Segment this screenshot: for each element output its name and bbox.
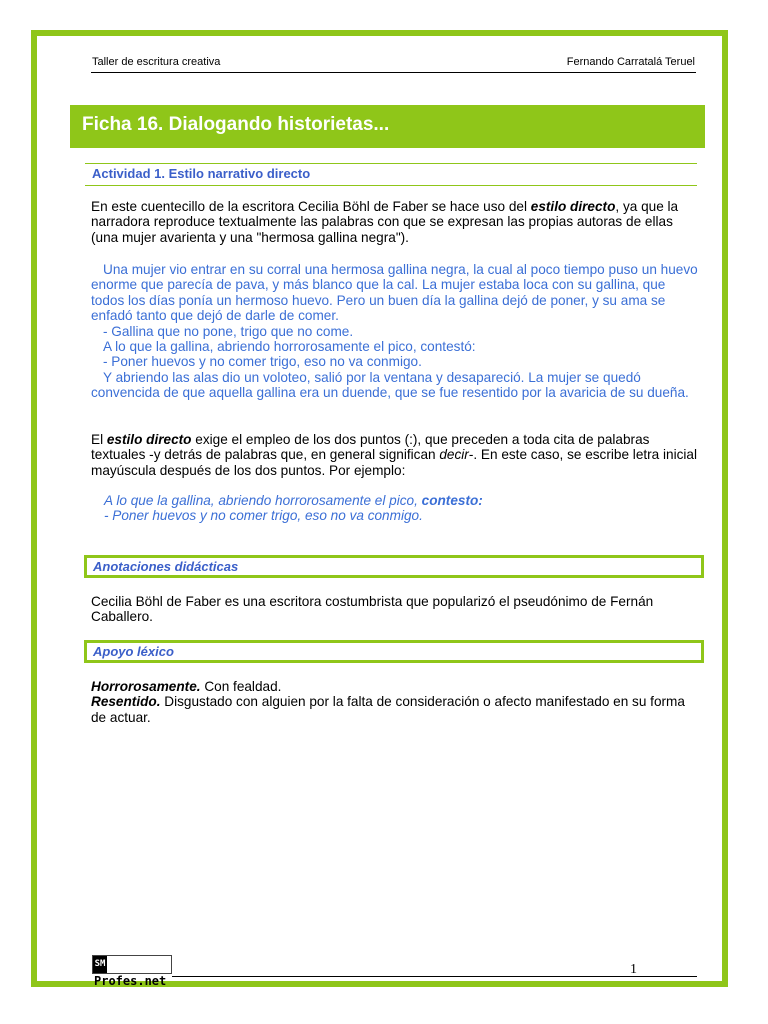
- profes-net-logo: [92, 955, 172, 988]
- anotaciones-heading: Anotaciones didácticas: [84, 555, 704, 578]
- intro-text: En este cuentecillo de la escritora Cecilia Böhl de Faber se hace uso del: [91, 199, 531, 214]
- intro-term: estilo directo: [530, 199, 616, 214]
- example-keyword: contesto:: [421, 493, 483, 508]
- glossary-term-2: Resentido.: [91, 694, 161, 710]
- story-narration-line: A lo que la gallina, abriendo horrorosamente el pico, contestó:: [103, 339, 476, 355]
- logo-text: Profes.net: [94, 974, 167, 988]
- example-block: [91, 493, 701, 524]
- footer-rule: [172, 976, 697, 977]
- apoyo-lexico-body: [91, 679, 701, 725]
- intro-paragraph: [91, 199, 701, 245]
- explanation-paragraph: [91, 432, 701, 478]
- intro-text-end: , ya que la narradora reproduce textualmente las palabras con que se expresan las propias autoras de ellas (una mujer avarienta y una "hermosa gallina negra").: [91, 199, 679, 245]
- story-paragraph-1: Una mujer vio entrar en su corral una hermosa gallina negra, la cual al poco tiempo puso un huevo enorme que parecía de pava, y más blanco que la cal. La mujer estaba loca con su gallina, que todos los días ponía un hermoso huevo. Pero un buen día la gallina dejó de poner, y su ama se enfadó tanto que dejó de darle de comer.: [91, 262, 698, 324]
- glossary-entry-2: [91, 694, 701, 725]
- glossary-def-1: Con fealdad.: [200, 679, 282, 694]
- page-number: 1: [630, 962, 637, 977]
- explain-text-3: -. En este caso, se escribe letra inicial mayúscula después de los dos puntos. Por ejemplo:: [91, 447, 698, 478]
- story-dialog-line-2: - Poner huevos y no comer trigo, eso no va conmigo.: [103, 354, 422, 370]
- page-header: [91, 56, 696, 73]
- explain-text-1: El: [91, 432, 107, 447]
- story-dialog-line-1: - Gallina que no pone, trigo que no come.: [103, 323, 354, 339]
- anotaciones-text: Cecilia Böhl de Faber es una escritora costumbrista que popularizó el pseudónimo de Fernán Caballero.: [91, 594, 654, 625]
- activity-title: Actividad 1. Estilo narrativo directo: [85, 163, 697, 186]
- header-author: Fernando Carratalá Teruel: [566, 56, 695, 68]
- example-line-1: [104, 493, 701, 508]
- explain-decir: decir: [439, 447, 469, 463]
- apoyo-lexico-heading: Apoyo léxico: [84, 640, 704, 663]
- example-line-2: - Poner huevos y no comer trigo, eso no va conmigo.: [104, 508, 423, 524]
- explain-term: estilo directo: [106, 432, 192, 447]
- worksheet-title-banner: Ficha 16. Dialogando historietas...: [70, 105, 705, 148]
- glossary-term-1: Horrorosamente.: [91, 679, 201, 694]
- story-block: [91, 262, 701, 401]
- story-paragraph-2: Y abriendo las alas dio un voloteo, salió por la ventana y desapareció. La mujer se quedó convencida de que aquella gallina era un duende, que se fue resentido por la avaricia de su dueña.: [91, 369, 689, 401]
- glossary-def-2: Disgustado con alguien por la falta de consideración o afecto manifestado en su forma de actuar.: [91, 694, 685, 725]
- example-text: A lo que la gallina, abriendo horrorosamente el pico,: [104, 493, 422, 508]
- explain-text-2: exige el empleo de los dos puntos (:), que preceden a toda cita de palabras textuales -y detrás de palabras que, en general significan: [91, 432, 650, 463]
- sm-logo-mark: SM: [93, 956, 107, 973]
- header-course-title: Taller de escritura creativa: [92, 56, 221, 68]
- glossary-entry-1: [91, 679, 701, 694]
